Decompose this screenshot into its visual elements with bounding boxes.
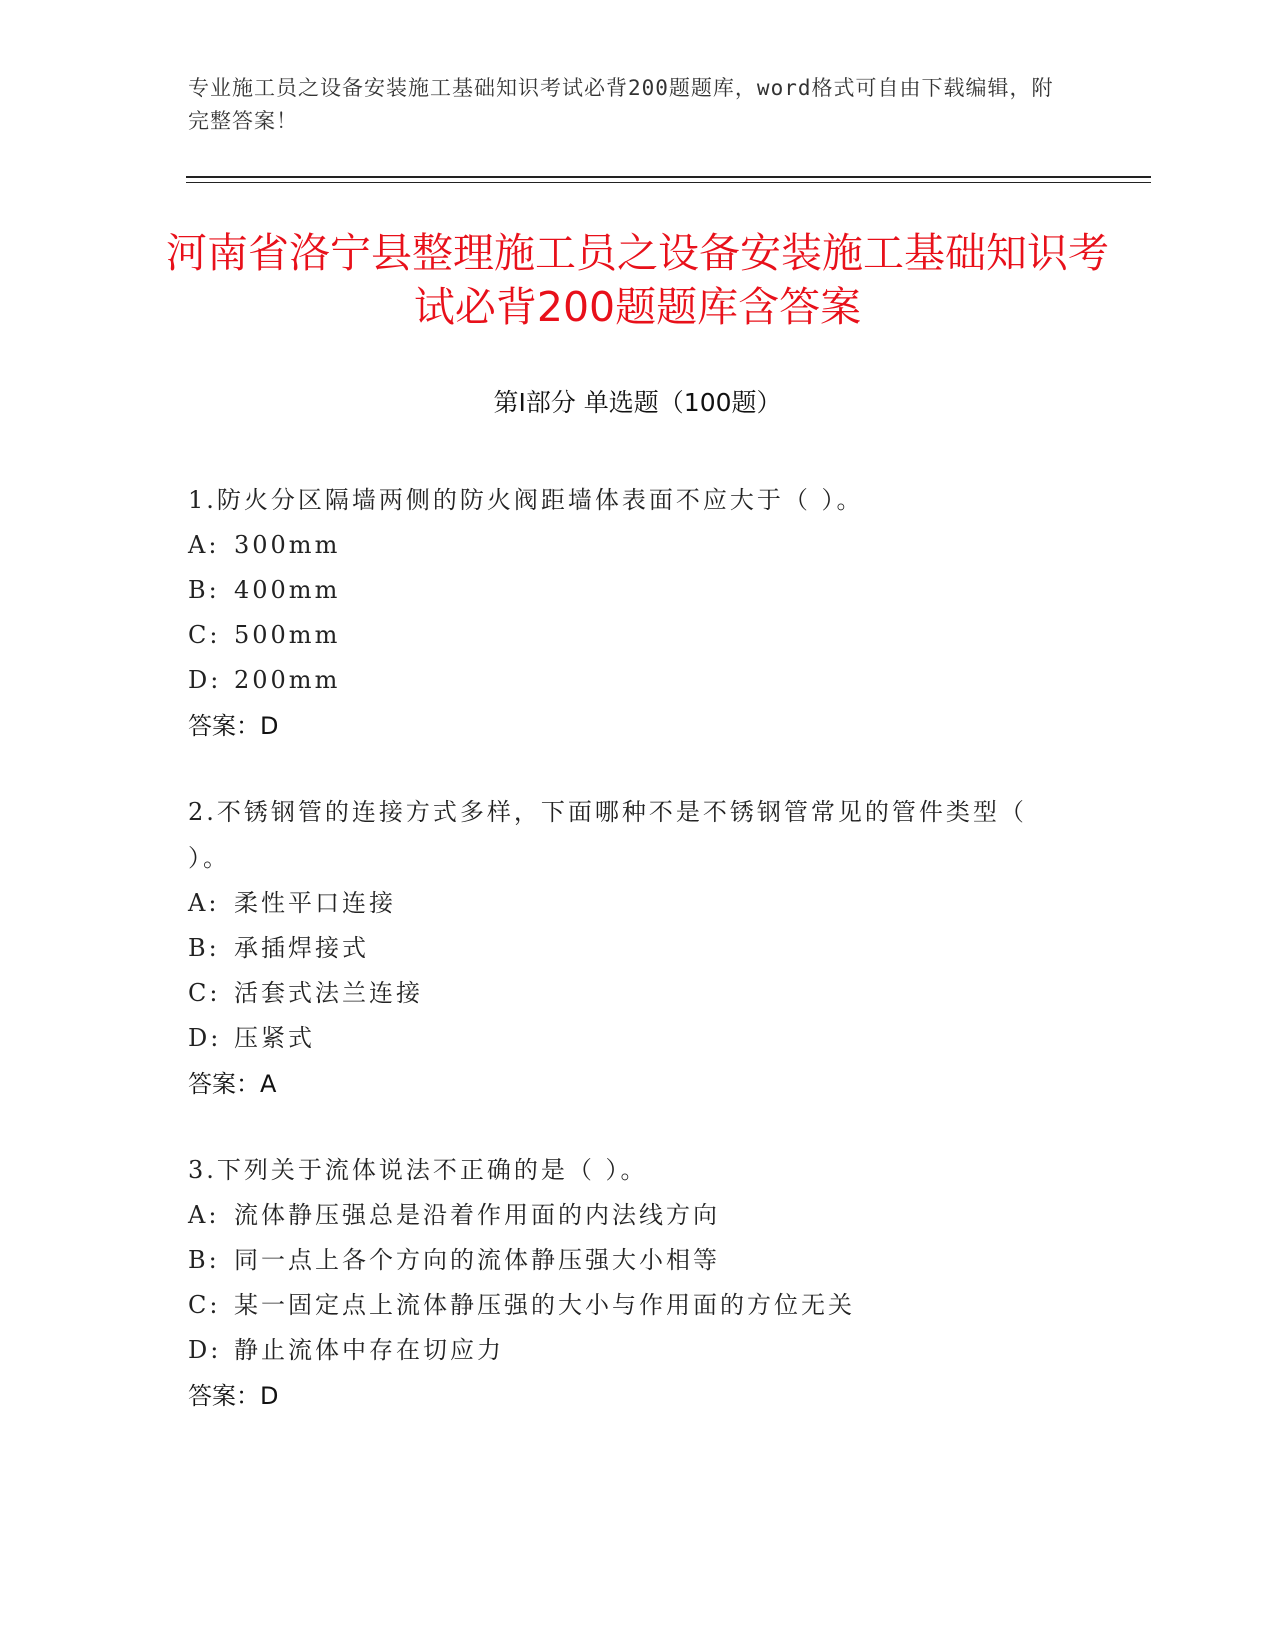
- answer-line: 答案：A: [188, 1070, 277, 1098]
- option-text: 200mm: [234, 666, 341, 694]
- section-title: 第I部分 单选题（100题）: [493, 388, 782, 417]
- question-2: [188, 789, 1068, 1107]
- option-key: A:: [188, 1201, 220, 1229]
- question-3: [188, 1147, 1068, 1419]
- option-text: 静止流体中存在切应力: [234, 1336, 504, 1364]
- question-list: [188, 477, 1068, 1459]
- option-key: C:: [188, 621, 221, 649]
- option-text: 活套式法兰连接: [234, 979, 423, 1007]
- option-text: 300mm: [234, 531, 341, 559]
- question-stem: 1.防火分区隔墙两侧的防火阀距墙体表面不应大于（ ）。: [188, 486, 864, 514]
- option-d: [188, 1328, 1068, 1373]
- question-1: [188, 477, 1068, 749]
- option-a: [188, 881, 1068, 926]
- option-text: 同一点上各个方向的流体静压强大小相等: [234, 1246, 720, 1274]
- answer-line: 答案：D: [188, 1382, 279, 1410]
- answer-line: 答案：D: [188, 712, 279, 740]
- option-c: [188, 1283, 1068, 1328]
- option-c: [188, 613, 1068, 658]
- option-b: [188, 926, 1068, 971]
- header-divider-thin: [186, 182, 1151, 183]
- option-d: [188, 658, 1068, 703]
- option-text: 某一固定点上流体静压强的大小与作用面的方位无关: [234, 1291, 855, 1319]
- option-key: A:: [188, 889, 220, 917]
- option-key: C:: [188, 1291, 221, 1319]
- option-text: 500mm: [234, 621, 341, 649]
- option-text: 400mm: [234, 576, 341, 604]
- option-key: B:: [188, 1246, 220, 1274]
- option-key: D:: [188, 666, 222, 694]
- option-key: C:: [188, 979, 221, 1007]
- document-title: 河南省洛宁县整理施工员之设备安装施工基础知识考试必背200题题库含答案: [166, 229, 1109, 331]
- header-divider-thick: [186, 176, 1151, 178]
- option-a: [188, 1193, 1068, 1238]
- question-stem: 2.不锈钢管的连接方式多样，下面哪种不是不锈钢管常见的管件类型（ ）。: [188, 798, 1027, 872]
- option-text: 承插焊接式: [234, 934, 369, 962]
- option-text: 流体静压强总是沿着作用面的内法线方向: [234, 1201, 720, 1229]
- option-a: [188, 523, 1068, 568]
- option-key: B:: [188, 576, 220, 604]
- option-b: [188, 1238, 1068, 1283]
- option-key: A:: [188, 531, 220, 559]
- option-d: [188, 1016, 1068, 1061]
- question-stem: 3.下列关于流体说法不正确的是（ ）。: [188, 1156, 648, 1184]
- header-note: 专业施工员之设备安装施工基础知识考试必背200题题库，word格式可自由下载编辑，附完整答案！: [188, 76, 1054, 133]
- option-text: 压紧式: [234, 1024, 315, 1052]
- option-key: D:: [188, 1336, 222, 1364]
- option-key: B:: [188, 934, 220, 962]
- option-text: 柔性平口连接: [234, 889, 396, 917]
- option-b: [188, 568, 1068, 613]
- option-key: D:: [188, 1024, 222, 1052]
- option-c: [188, 971, 1068, 1016]
